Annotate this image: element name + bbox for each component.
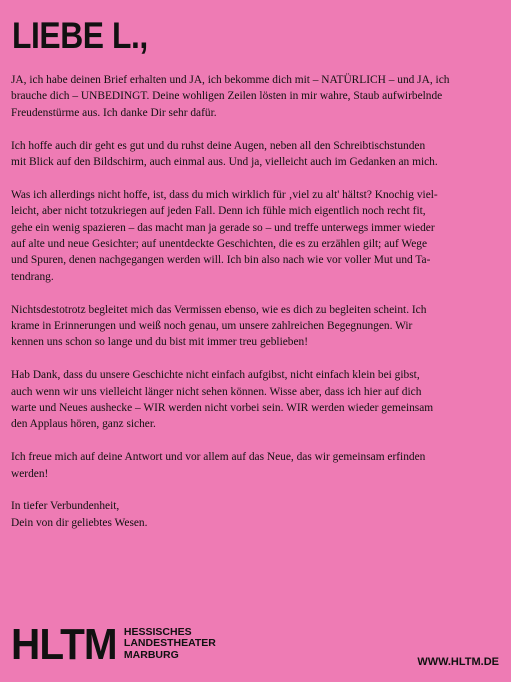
letter-body — [11, 72, 499, 531]
paragraph-line: werden! — [11, 467, 49, 480]
letter-closing — [11, 498, 499, 531]
letter-paragraphs — [11, 72, 499, 482]
paragraph-line: warte und Neues aushecke – WIR werden nicht vorbei sein. WIR werden wieder gemeinsam — [11, 402, 434, 415]
paragraph-line: Ich hoffe auch dir geht es gut und du ruhst deine Augen, neben all den Schreibtischstunden — [11, 139, 426, 152]
closing-line: In tiefer Verbundenheit, — [11, 500, 120, 513]
paragraph-line: Ich freue mich auf deine Antwort und vor allem auf das Neue, das wir gemeinsam erfinden — [11, 451, 426, 464]
letter-paragraph — [11, 72, 499, 121]
paragraph-line: gehe ein wenig spazieren – das macht man ja gerade so – und treffe unterwegs immer wieder — [11, 221, 435, 234]
paragraph-line: kennen uns schon so lange und du bist mit immer treu geblieben! — [11, 336, 309, 349]
paragraph-line: krame in Erinnerungen und weiß noch genau, um unsere zahlreichen Begegnungen. Wir — [11, 320, 413, 333]
paragraph-line: brauche dich – UNBEDINGT. Deine wohligen Zeilen lösten in mir wahre, Staub aufwirbelnde — [11, 90, 443, 103]
letter-paragraph — [11, 187, 499, 285]
paragraph-line: den Applaus hören, ganz sicher. — [11, 418, 156, 431]
paragraph-line: auch wenn wir uns vielleicht länger nicht sehen können. Wisse aber, dass ich hier auf dich — [11, 385, 422, 398]
website-url: WWW.HLTM.DE — [417, 656, 499, 668]
paragraph-line: tendrang. — [11, 270, 54, 283]
paragraph-line: leicht, aber nicht totzukriegen auf jeden Fall. Denn ich fühle mich eigentlich noch recht fit, — [11, 205, 426, 218]
letter-title: LIEBE L., — [12, 15, 148, 56]
paragraph-line: Freudenstürme aus. Ich danke Dir sehr dafür. — [11, 106, 217, 119]
paragraph-line: Was ich allerdings nicht hoffe, ist, dass du mich wirklich für ‚viel zu alt' hältst? Knochig viel- — [11, 188, 438, 201]
paragraph-line: JA, ich habe deinen Brief erhalten und JA, ich bekomme dich mit – NATÜRLICH – und JA, ich — [11, 74, 450, 86]
logo-line: MARBURG — [123, 648, 179, 661]
hltm-logo — [11, 620, 216, 669]
closing-line: Dein von dir geliebtes Wesen. — [11, 516, 148, 529]
letter-paragraph — [11, 138, 499, 171]
paragraph-line: mit Blick auf den Bildschirm, auch einmal aus. Und ja, vielleicht auch im Gedanken an mich. — [11, 156, 438, 169]
paragraph-line: Nichtsdestotrotz begleitet mich das Vermissen ebenso, wie es dich zu begleiten scheint. Ich — [11, 303, 427, 316]
paragraph-line: Hab Dank, dass du unsere Geschichte nicht einfach aufgibst, nicht einfach klein bei gibst, — [11, 369, 420, 382]
paragraph-line: und Spuren, denen nachgegangen werden will. Ich bin also nach wie vor voller Mut und Ta- — [11, 254, 431, 267]
letter-paragraph — [11, 367, 499, 433]
letter-paragraph — [11, 449, 499, 482]
logo-text — [124, 627, 216, 668]
logo-line: LANDESTHEATER — [123, 637, 216, 649]
logo-mark: HLTM — [11, 620, 117, 669]
logo-line: HESSISCHES — [123, 625, 192, 638]
letter-paragraph — [11, 302, 499, 351]
paragraph-line: auf alte und neue Gesichter; auf unentdeckte Geschichten, die es zu erzählen gilt; auf Wege — [11, 238, 428, 251]
